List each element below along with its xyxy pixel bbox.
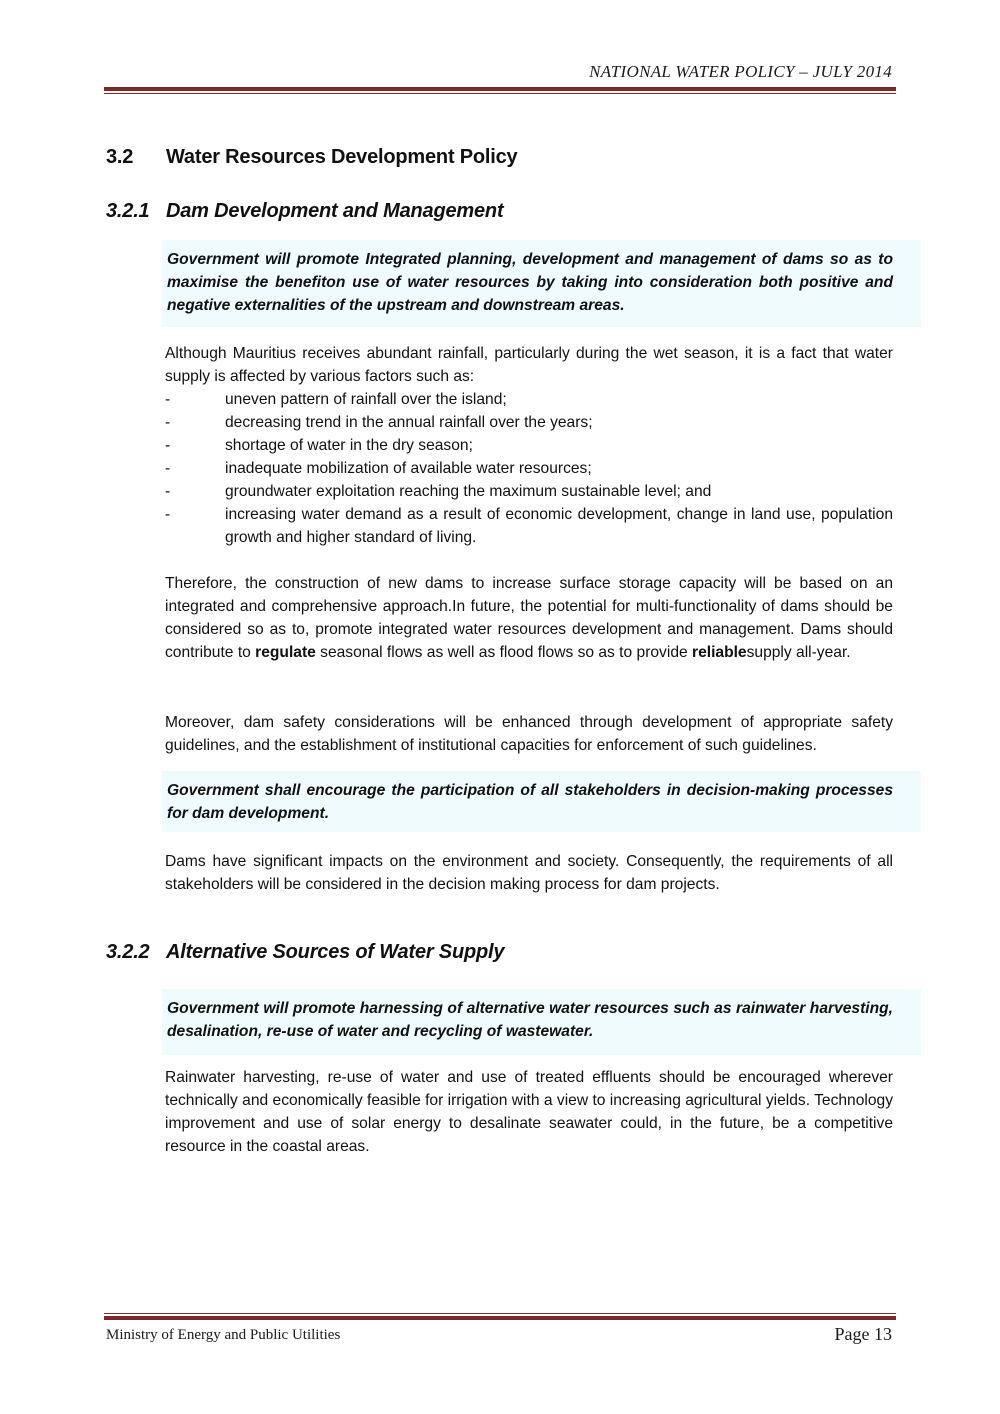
section-title: Water Resources Development Policy bbox=[166, 146, 518, 168]
bullet-dash: - bbox=[165, 506, 171, 523]
footer-rule-thick bbox=[104, 1316, 896, 1320]
paragraph-rainfall-intro: Although Mauritius receives abundant rainfall, particularly during the wet season, it is a fact that water supply is affected by various factors such as: bbox=[165, 345, 893, 385]
list-item: - shortage of water in the dry season; bbox=[165, 434, 893, 457]
list-item: - increasing water demand as a result of economic development, change in land use, population growth and higher standard of living. bbox=[165, 503, 893, 549]
list-item: - inadequate mobilization of available water resources; bbox=[165, 457, 893, 480]
subsection-heading-alternative-sources bbox=[106, 941, 504, 964]
policy-statement-stakeholders: Government shall encourage the participation of all stakeholders in decision-making processes for dam development. bbox=[162, 771, 921, 832]
header-rule-thick bbox=[104, 87, 896, 91]
paragraph-dam-impacts: Dams have significant impacts on the environment and society. Consequently, the requirements of all stakeholders will be considered in the decision making process for dam projects. bbox=[165, 853, 893, 893]
bullet-dash: - bbox=[165, 460, 171, 477]
list-item: - groundwater exploitation reaching the maximum sustainable level; and bbox=[165, 480, 893, 503]
section-heading bbox=[106, 146, 517, 169]
subsection-title: Dam Development and Management bbox=[166, 200, 504, 222]
footer-ministry: Ministry of Energy and Public Utilities bbox=[106, 1327, 341, 1343]
subsection-number: 3.2.2 bbox=[106, 941, 150, 963]
page-header-title: NATIONAL WATER POLICY – JULY 2014 bbox=[589, 62, 892, 81]
list-item: - decreasing trend in the annual rainfall over the years; bbox=[165, 411, 893, 434]
paragraph-new-dams: Therefore, the construction of new dams to increase surface storage capacity will be based on an integrated and comprehensive approach.In future, the potential for multi-functionality of dams should be considered so as to, promote integrated water resources development and management. Dams should contribute to regulate seasonal flows as well as flood flows so as to provide reliablesupply all-year. bbox=[165, 575, 893, 661]
page-number: Page 13 bbox=[834, 1324, 892, 1344]
subsection-heading-dams bbox=[106, 200, 503, 223]
emphasis-reliable: reliable bbox=[692, 644, 747, 661]
section-number: 3.2 bbox=[106, 146, 134, 168]
policy-statement-alternative-water: Government will promote harnessing of alternative water resources such as rainwater harvesting, desalination, re-use of water and recycling of wastewater. bbox=[162, 989, 921, 1055]
bullet-dash: - bbox=[165, 437, 171, 454]
bullet-dash: - bbox=[165, 483, 171, 500]
bullet-dash: - bbox=[165, 391, 171, 408]
emphasis-regulate: regulate bbox=[255, 644, 316, 661]
header-rule-thin bbox=[104, 93, 896, 94]
paragraph-dam-safety: Moreover, dam safety considerations will be enhanced through development of appropriate safety guidelines, and the establishment of institutional capacities for enforcement of such guidelines. bbox=[165, 714, 893, 754]
subsection-number: 3.2.1 bbox=[106, 200, 150, 222]
footer-rule-thin bbox=[104, 1313, 896, 1314]
bullet-dash: - bbox=[165, 414, 171, 431]
subsection-title: Alternative Sources of Water Supply bbox=[166, 941, 505, 963]
factors-list bbox=[165, 388, 893, 549]
policy-statement-dams: Government will promote Integrated planning, development and management of dams so as to maximise the benefiton use of water resources by taking into consideration both positive and negative externalities of the upstream and downstream areas. bbox=[162, 240, 921, 327]
paragraph-rainwater-harvesting: Rainwater harvesting, re-use of water and use of treated effluents should be encouraged wherever technically and economically feasible for irrigation with a view to increasing agricultural yields. Technology improvement and use of solar energy to desalinate seawater could, in the future, be a competitive resource in the coastal areas. bbox=[165, 1069, 893, 1155]
list-item: - uneven pattern of rainfall over the island; bbox=[165, 388, 893, 411]
